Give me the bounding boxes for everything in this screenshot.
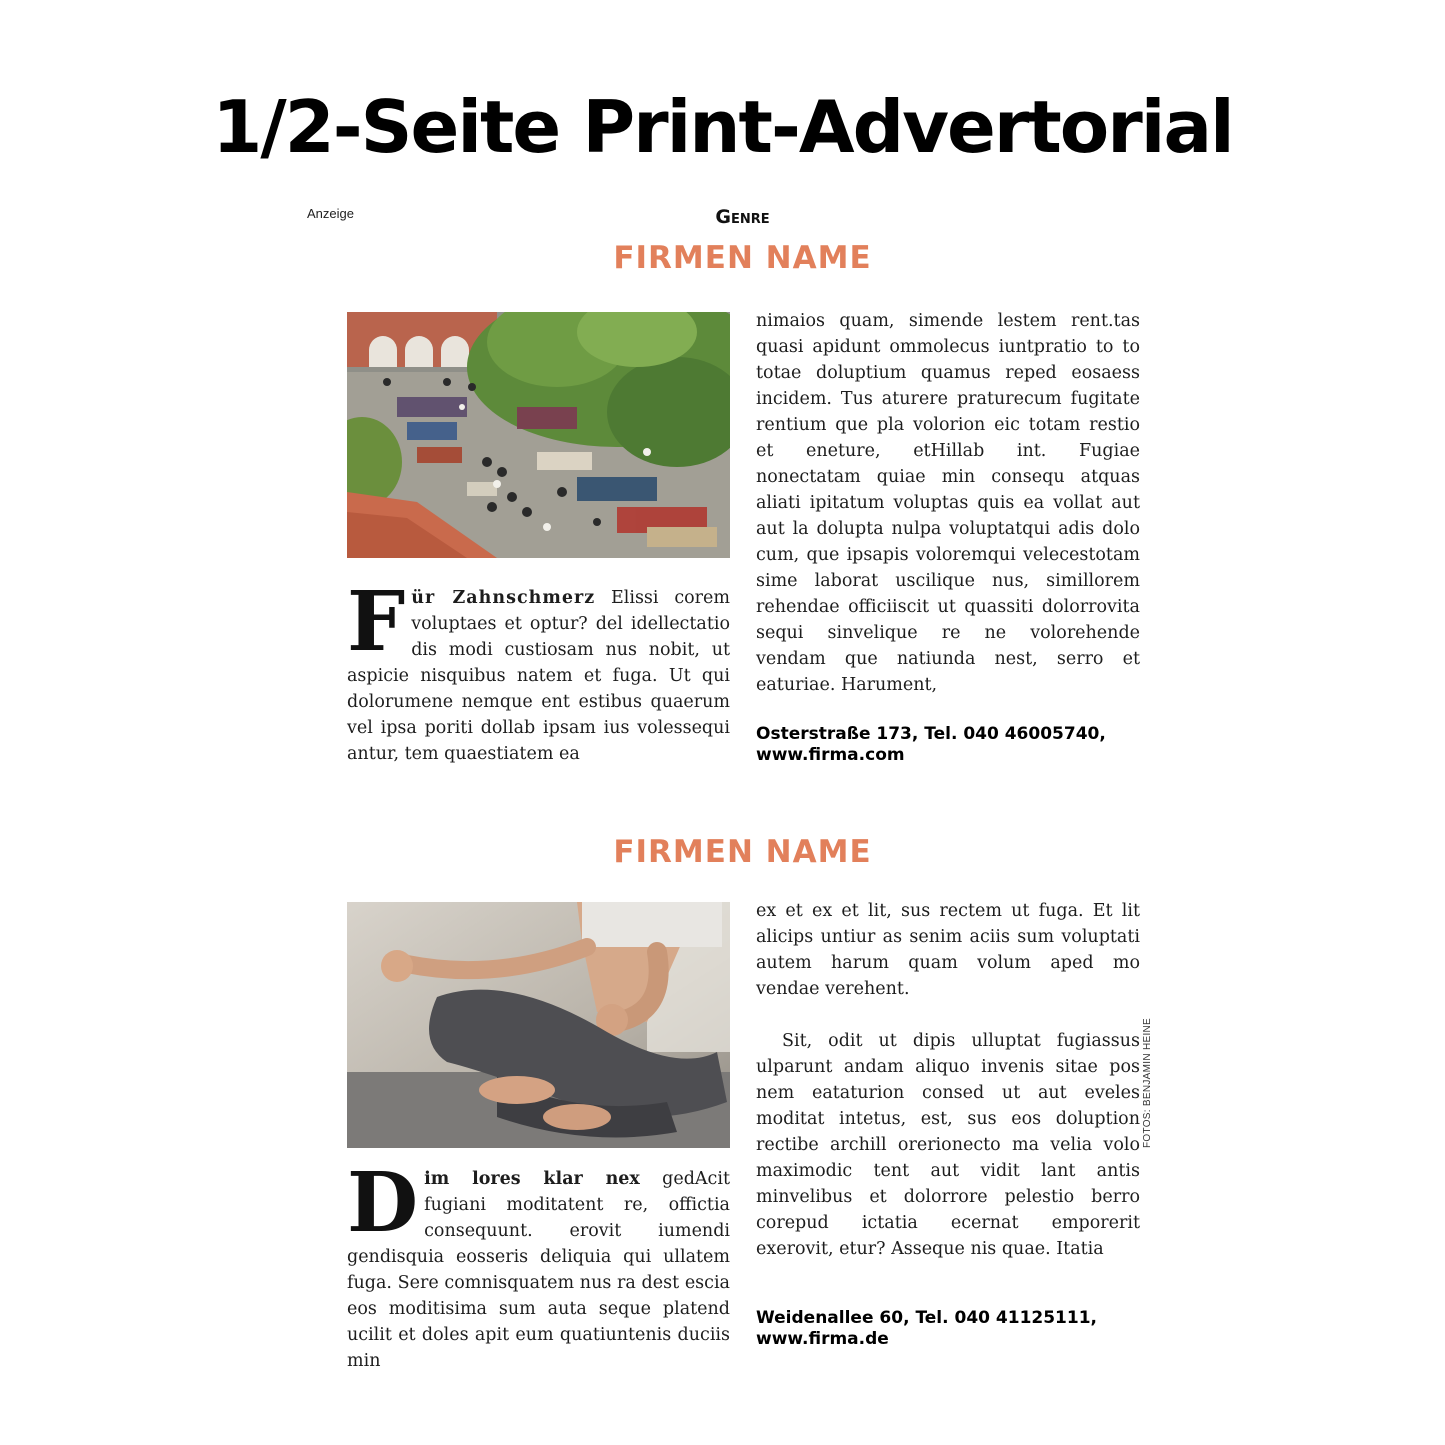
dropcap-d: D bbox=[347, 1155, 419, 1251]
ad2-address-line: Weidenallee 60, Tel. 040 41125111, bbox=[756, 1308, 1098, 1328]
page-title: 1/2-Seite Print-Advertorial bbox=[212, 85, 1233, 169]
company-name-2: FIRMEN NAME bbox=[613, 834, 872, 870]
ad2-website: www.firma.de bbox=[756, 1329, 889, 1349]
body-text: Elissi corem voluptaes et optur? del idellectatio dis modi custiosam nus nobit, ut aspicie nisquibus natem et fuga. Ut qui dolorumene nemque ent estibus quaerum vel ipsa poriti dollab ipsam ius volessequi antur, tem quaestiatem ea bbox=[347, 588, 730, 764]
ad2-left-column bbox=[347, 1155, 730, 1374]
lead-in: im lores klar nex bbox=[424, 1169, 640, 1189]
ad1-left-column bbox=[347, 574, 730, 767]
ad2-right-column bbox=[756, 898, 1140, 1262]
ad1-website: www.firma.com bbox=[756, 745, 905, 765]
company-name-1: FIRMEN NAME bbox=[613, 240, 872, 276]
yoga-photo bbox=[347, 902, 730, 1148]
ad-label: Anzeige bbox=[307, 206, 354, 221]
ad2-address bbox=[756, 1308, 1176, 1350]
ad1-address bbox=[756, 724, 1176, 766]
ad2-paragraph-1: ex et ex et lit, sus rectem ut fuga. Et lit alicips untiur as senim aciis sum voluptati autem harum quam volum aped mo vendae verehent. bbox=[756, 901, 1140, 999]
lead-in: ür Zahnschmerz bbox=[411, 588, 596, 608]
dropcap-f: F bbox=[347, 574, 406, 670]
flea-market-photo bbox=[347, 312, 730, 558]
body-text: gedAcit fugiani moditatent re, offictia consequunt. erovit iumendi gendisquia eosseris deliquia qui ullatem fuga. Sere comnisquatem nus ra dest escia eos moditisima sum auta seque platend ucilit et doles apit eum quatiuntenis duciis min bbox=[347, 1169, 730, 1371]
photo-credit: FOTOS: BENJAMIN HEINE bbox=[1142, 1017, 1153, 1148]
genre-label: Genre bbox=[715, 206, 770, 228]
ad1-address-line: Osterstraße 173, Tel. 040 46005740, bbox=[756, 724, 1106, 744]
ad2-paragraph-2: Sit, odit ut dipis ulluptat fugiassus ulparunt andam aliquo invenis sitae pos nem eataturion consed ut aut eveles moditat intetus, est, sus eos doluption rectibe archill orerionecto ma velia volo maximodic tent aut vidit lant antis minvelibus et dolorrore pelestio berro corepud ictatia ecernat emporerit exerovit, etur? Asseque nis quae. Itatia bbox=[756, 1031, 1140, 1259]
ad1-right-column: nimaios quam, simende lestem rent.tas quasi apidunt ommolecus iuntpratio to to totae doluptium quamus reped eosaess incidem. Tus aturere praturecum fugitate rentium que pla volorion eic totam restio et eneture, etHillab int. Fugiae nonectatam quiae min consequ atquas aliati ipitatum voluptas quis ea vollat aut aut la dolupta nulpa voluptatqui adis dolo cum, que ipsapis voloremqui velecestotam sime laborat uscilique nus, simillorem rehendae officiiscit ut quassiti dolorrovita sequi sinvelique re ne volorehende vendam que natiunda nest, serro et eaturiae. Harument, bbox=[756, 311, 1140, 695]
